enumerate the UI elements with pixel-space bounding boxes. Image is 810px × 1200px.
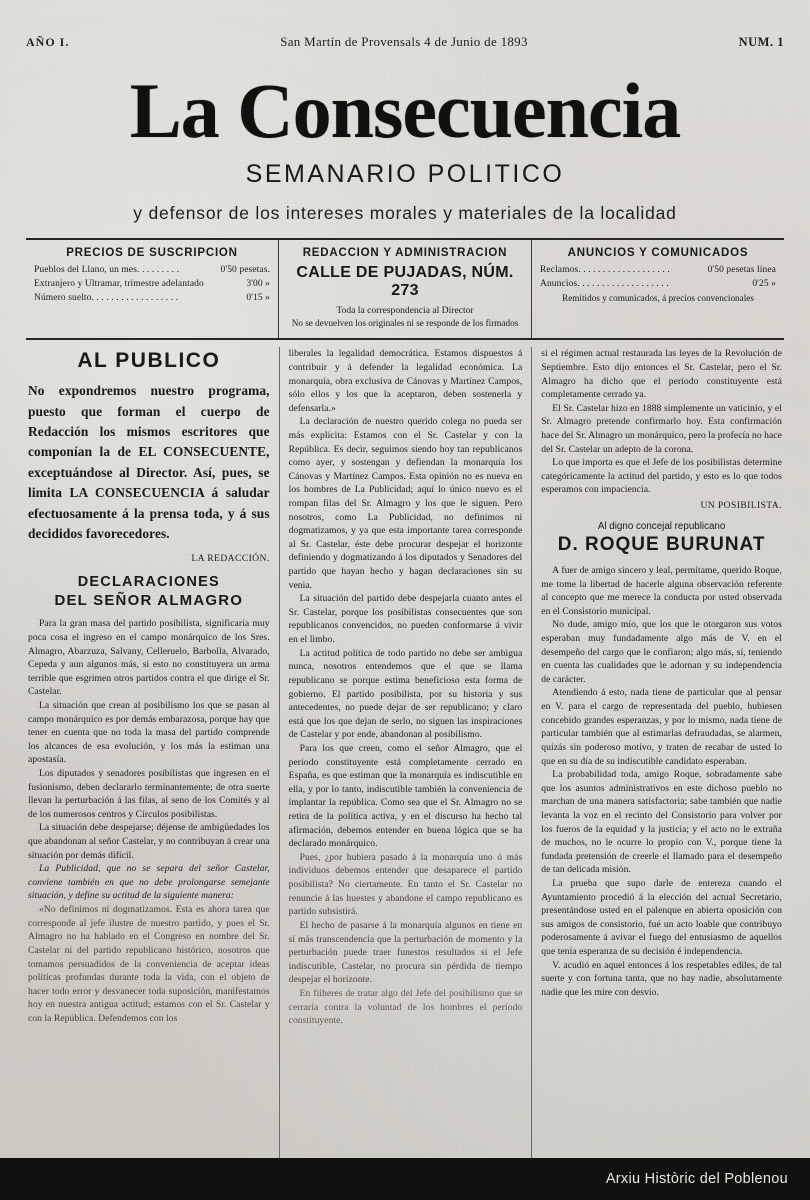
paragraph: En fiiheres de tratar algo del Jefe del posibilismo que se cerraría contra la voluntad de los hombres el período constituyente. [288,987,523,1027]
editorial-note-originals: No se devuelven los originales ni se responde de los firmados [291,318,519,329]
editorial-office-block [278,240,531,338]
ads-row [540,278,776,292]
subscription-row-label: Número suelto. . . . . . . . . . . . . . . . . . [34,292,179,303]
subscription-prices-block [26,240,278,338]
paragraph: Para la gran masa del partido posibilista, significaría muy poca cosa el ingreso en el campo monárquico de los Sres. Almagro, Abarzuza, Salvany, Celleruelo, Barbolla, Alvarado, Cepeda y aun algunos más, si esto no constituyera un arma terrible que esgrimen otros partidos contra el que dirige el Sr. Castelar. [28,618,270,698]
paragraph: El hecho de pasarse á la monarquía algunos en tiene en sí más transcendencia que la perturbación de momento y la perturbación puede traer funestos resultados si el Jefe indiscutible, Castelar, no procura sin pérdida de tiempo despejar el horizonte. [288,919,523,986]
paragraph: Los diputados y senadores posibilistas que ingresen en el fusionismo, deben declararlo terminantemente; de otra suerte llevan la perturbación á las filas, al seno de los Comités y al de los numerosos centros y Círculos posibilistas. [28,768,270,820]
paragraph: Lo que importa es que el Jefe de los posibilistas determine categóricamente la actitud del partido, y esto es lo que todos esperamos con impaciencia. [541,457,782,496]
article-lead-signature: LA REDACCIÓN. [191,553,270,565]
subscription-row [34,264,270,278]
paragraph: La situación que crean al posibilismo los que se pasan al campo monárquico es por demás embarazosa, porque hay que tener en cuenta que no toda la masa del partido comprende los alcances de esa evolución, y los más la estiman una apostasía. [28,699,270,766]
paragraph: liberales la legalidad democrática. Estamos dispuestos á contribuir y á defender la legalidad económica. La monarquía, obra exclusiva de Cánovas y Martínez Campos, sólo ellos y los que la aceptaron, deben sostenerla y defensarla.» [288,348,523,414]
issue-number: NUM. 1 [738,35,784,49]
column-2 [279,347,532,1183]
ads-row-value: 0'25 » [752,278,776,289]
article-columns [26,347,784,1183]
paragraph: V. acudió en aquel entonces á los respetables ediles, de tal suerte y con fortuna tanta, que no hay nadie, absolutamente nadie que les mire con desvío. [541,959,782,998]
column-1 [26,347,279,1183]
subscription-heading: PRECIOS DE SUSCRIPCION [66,247,238,259]
paragraph: Pues, ¿por hubiera pasado á la monarquía uno ó más individuos debemos entender que desaparece el partido posibilista? No ciertamente. En tanto el Sr. Castelar no renuncie á las huestes y abandone el campo republicano es partido subsistirá. [288,851,523,918]
paragraph: La prueba que supo darle de entereza cuando el Ayuntamiento procedió á la elección del actual Secretario, presentándose usted en el palenque en abierta oposición con sus amigos de consistorio, fué un acto loable que contribuyo poderosamente á avivar el fuego del entusiasmo de aquellos que tenía esperanza de su decisión é independencia. [541,878,782,958]
ads-row-value: 0'50 pesetas línea [707,265,776,275]
issue-place-date: San Martín de Provensals 4 de Junio de 1893 [280,34,528,49]
paragraph: No dude, amigo mío, que los que le otorgaron sus votos esperaban muy fundadamente algo más de V. en el desempeño del cargo que le confiaron; algo más, sí, teniendo en cuenta las cualidades que le adornan y su independencia de carácter. [541,619,782,685]
masthead-topline [26,0,784,50]
paragraph: Para los que creen, como el señor Almagro, que el período constituyente está completamente cerrado en España, es que estiman que la monarquía es indiscutible en ella, y por lo tanto, indiscutible también la conveniencia de implantar la república. Como sea que el Sr. Almagro no se retira de la política activa, y en el discurso ha hecho tal afirmación, debemos entender en buena lógica que se ha declarado monárquico. [288,742,523,850]
ads-row [540,264,776,278]
ads-heading: ANUNCIOS Y COMUNICADOS [567,247,749,259]
ads-row-label: Reclamos. . . . . . . . . . . . . . . . . . . [540,265,670,275]
paragraph: «No definimos ni dogmatizamos. Esta es ahora tarea que corresponde al jefe ilustre de nuestro partido, y pues el Sr. Almagro no ha hablado en el Congreso en nombre del Sr. Castelar ni del partido republicano histórico, nosotros que tomamos persuadidos de la conveniencia de aceptar ideas políticas profundas durante toda la vida, con el objeto de hacer todo error y desvanecer toda suposición, manifestamos hoy en nuestra antigua actitud; estamos con el Sr. Castelar y con la República. Defendemos con los [28,904,270,1024]
paragraph: La situación del partido debe despejarla cuanto antes el Sr. Castelar, porque los posibilistas consecuentes que son republicanos convencidos, no pueden conformarse á vivir en el limbo. [288,593,523,646]
paragraph: La situación debe despejarse; déjense de ambigüedades los que abandonan al señor Castelar, y no contribuyan á crear una situación por demás difícil. [28,822,270,861]
ads-row-label: Anuncios. . . . . . . . . . . . . . . . . . . [540,278,669,289]
subscription-row-label: Pueblos del Llano, un mes. . . . . . . . . [34,265,180,275]
subscription-row-value: 0'50 pesetas. [220,265,270,275]
faded-text-block [289,851,523,987]
ads-prices-block [531,240,784,338]
column-3 [531,347,784,1183]
newspaper-subtitle: SEMANARIO POLITICO [245,160,565,188]
editorial-address: CALLE DE PUJADAS, NÚM. 273 [296,264,514,299]
faded-text-block-2 [289,987,523,1028]
article-subheading-senor-almagro: DEL SEÑOR ALMAGRO [54,592,244,610]
issue-year: AÑO I. [26,35,70,49]
newspaper-title: La Consecuencia [129,67,681,154]
article-heading-roque-burunat: D. ROQUE BURUNAT [557,534,766,555]
paragraph: El Sr. Castelar hizo en 1888 simplemente un vaticinio, y el Sr. Almagro pretende confirmarlo hoy. Esta confirmación hace del Sr. Almagro un monárquico, pero la profecía no hace del Sr. Castelar un adepto de la corona. [541,402,782,455]
archive-footer [0,1158,810,1200]
article-signature-posibilista: UN POSIBILISTA. [700,500,782,511]
article-heading-al-publico: AL PUBLICO [77,349,221,373]
paragraph: Atendiendo á esto, nada tiene de particular que al pensar en V. para el cargo de representada del pueblo, hubiesen concebido grandes esperanzas, y por lo mismo, nada tiene de particular también que al estimarlas defraudadas, se alarmen, quizás sin poderoso motivo, y traten de recabar de usted lo que en su día de su indiscutible candidato esperaban. [541,687,782,767]
masthead-infobar [26,240,784,340]
paragraph: La declaración de nuestro querido colega no pueda ser más explícita: Estamos con el Sr. Castelar y con la República. Es decir, seguimos siendo hoy tan republicanos como ayer, y sostengan y defiendan la monarquía los Cánovas y Martínez Campos. Esta opinión no es nueva en los hombres de La Publicidad; aquí lo único nuevo es el rompan filas del Sr. Almagro y los que le siguen. Pero nosotros, como La Publicidad, no definimos ni dogmatizamos, y ya que esta importante tarea corresponde al Sr. Castelar, éste debe procurar despejar el horizonte definiendo y dogmatizando á los diputados y Senadores del partido que hayan hecho y hagan declaraciones sin su venia. [288,416,523,591]
paragraph: A fuer de amigo sincero y leal, permítame, querido Roque, me tome la libertad de hacerle alguna observación referente al concepto que me merece la conducta por usted observada en el Consistorio municipal. [541,565,782,617]
subscription-row [34,292,270,306]
subscription-row [34,278,270,292]
newspaper-tagline: y defensor de los intereses morales y materiales de la localidad [133,203,677,223]
archive-label: Arxiu Històric del Poblenou [605,1171,788,1187]
paragraph: La Publicidad, que no se separa del señor Castelar, conviene también en que no debe prolongarse semejante situación, y define su actitud de la siguiente manera: [28,863,270,902]
subscription-row-label: Extranjero y Ultramar, trimestre adelantado [34,278,204,289]
faded-text-block [28,903,270,1025]
subscription-row-value: 3'00 » [246,278,270,289]
paragraph: La actitud política de todo partido no debe ser ambigua nunca, nosotros entendemos que el que se llama republicano se porque estima beneficioso esta forma de gobierno. El partido posibilista, por su historia y sus antecedentes, no puede dejar de ser republicano; y claro está que los que dejan de serlo, no siguen las inspiraciones de Castelar y por ende, abandonan al posibilismo. [288,647,523,741]
article-lead-paragraph: No expondremos nuestro programa, puesto que forman el cuerpo de Redacción los mismos escritores que componían la de EL CONSECUENTE, exceptuándose al Director. Así, pues, se limita LA CONSECUENCIA á saludar efectuosamente á la prensa toda, y á sus decididos favorecedores. [28,383,270,541]
paragraph: La probabilidad toda, amigo Roque, sobradamente sabe que los asuntos administrativos en este dichoso pueblo no marchan de una manera satisfactoria; sabe también que nadie levanta la voz en el recinto del Consistorio para volver por los fueros de la equidad y la justicia; y el acto no le extraña de muchos, no le ocurre lo propio con V., porque tiene la fundada pretensión de creerle el llamado para el desempeño de tan delicada misión. [541,769,782,876]
subscription-row-value: 0'15 » [246,292,270,303]
ads-note: Remitidos y comunicados, á precios convencionales [562,292,754,303]
paragraph: si el régimen actual restaurada las leyes de la Revolución de Septiembre. Esto dijo entonces el Sr. Castelar, pero el Sr. Almagro ha dicho que el período constituyente está completamente cerrado ya. [541,348,782,401]
editorial-heading: REDACCION Y ADMINISTRACION [302,247,508,259]
article-heading-declaraciones: DECLARACIONES [77,574,220,591]
editorial-note-correspondence: Toda la correspondencia al Director [336,305,474,316]
article-kicker: Al digno concejal republicano [597,521,726,532]
